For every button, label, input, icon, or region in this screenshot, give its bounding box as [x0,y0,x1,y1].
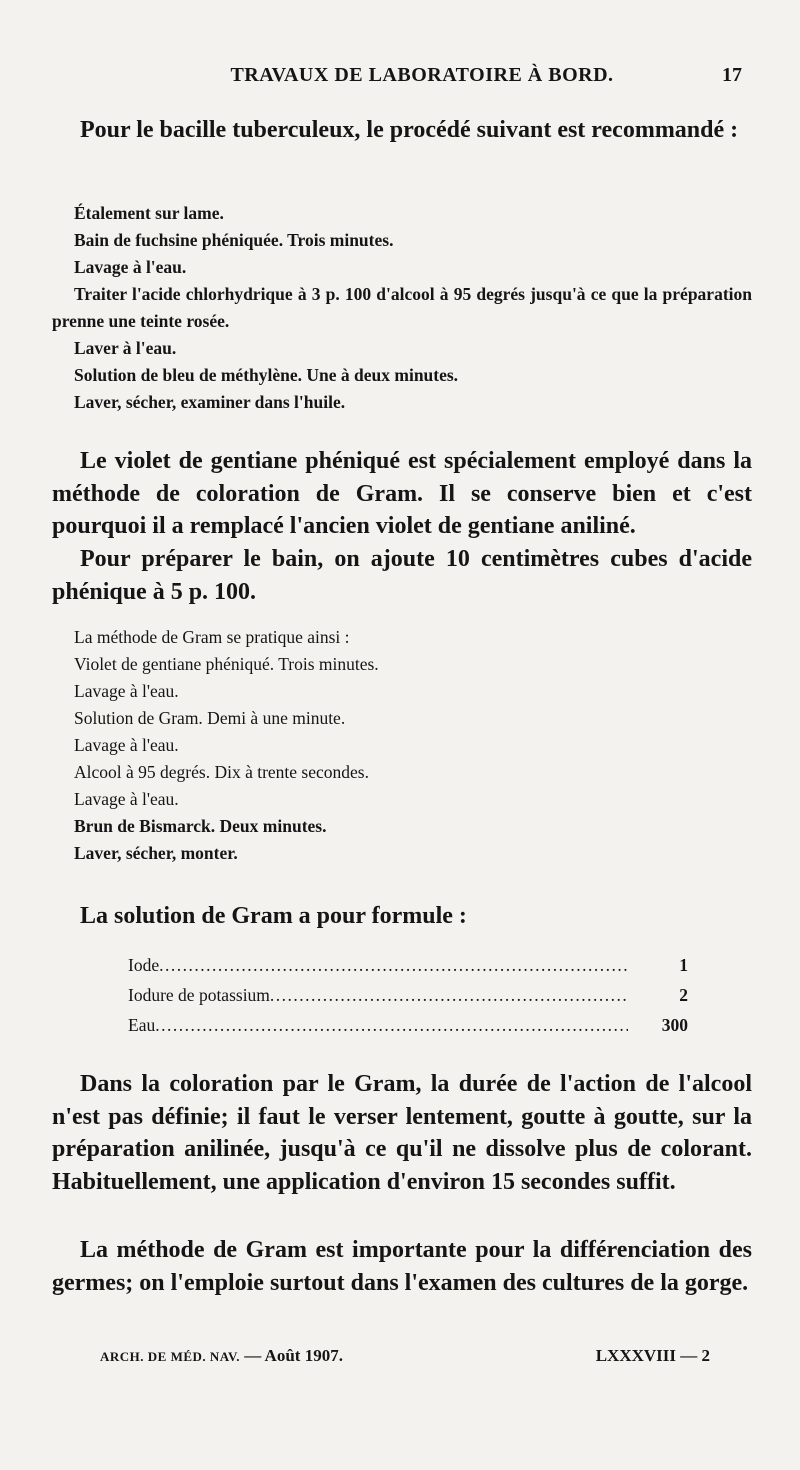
formula-ingredient: Iode [128,955,160,975]
formula-quantity: 1 [679,955,688,975]
gram-step: Brun de Bismarck. Deux minutes. [74,816,327,836]
leader-dots [155,1010,628,1040]
running-title: TRAVAUX DE LABORATOIRE À BORD. [230,64,614,86]
page-footer [100,1346,710,1370]
formula-table [128,950,688,1040]
tb-step: Bain de fuchsine phéniquée. Trois minutes. [74,230,394,250]
formula-intro: La solution de Gram a pour formule : [80,903,467,929]
leader-dots [270,980,628,1010]
gram-step: Lavage à l'eau. [74,681,179,701]
tb-procedure-list [52,200,752,416]
formula-row [128,980,688,1010]
bain-paragraph: Pour préparer le bain, on ajoute 10 centimètres cubes d'acide phénique à 5 p. 100. [52,546,752,605]
tb-step: Lavage à l'eau. [74,257,187,277]
formula-ingredient: Iodure de potassium [128,985,270,1005]
tb-step: Laver à l'eau. [74,338,177,358]
gram-step: Solution de Gram. Demi à une minute. [74,708,346,728]
violet-paragraph: Le violet de gentiane phéniqué est spécialement employé dans la méthode de coloration de Gram. Il se conserve bien et c'est pourquoi il a remplacé l'ancien violet de gentiane aniliné. [52,448,752,539]
formula-row [128,1010,688,1040]
leader-dots [159,950,628,980]
gram-step: Alcool à 95 degrés. Dix à trente secondes. [74,762,369,782]
tb-step: Traiter l'acide chlorhydrique à 3 p. 100 d'alcool à 95 degrés jusqu'à ce que la préparation prenne une teinte rosée. [52,284,752,331]
gram-step: Laver, sécher, monter. [74,843,238,863]
formula-quantity: 300 [661,1015,688,1035]
tb-step: Solution de bleu de méthylène. Une à deux minutes. [74,365,459,385]
journal-abbrev: ARCH. DE MÉD. NAV. [100,1349,240,1364]
signature-mark: LXXXVIII — 2 [595,1346,710,1365]
tb-step: Laver, sécher, examiner dans l'huile. [74,392,346,412]
coloration-paragraph: Dans la coloration par le Gram, la durée de l'action de l'alcool n'est pas définie; il faut le verser lentement, goutte à goutte, sur la préparation anilinée, jusqu'à ce qu'il ne dissolve plus de colorant. Habituellement, une application d'environ 15 secondes suffit. [52,1071,752,1195]
running-header [52,64,742,94]
page-number: 17 [722,64,742,86]
formula-row [128,950,688,980]
gram-step: La méthode de Gram se pratique ainsi : [74,627,350,647]
issue-date: — Août 1907. [244,1346,343,1365]
gram-step: Lavage à l'eau. [74,735,179,755]
intro-paragraph: Pour le bacille tuberculeux, le procédé suivant est recommandé : [80,117,739,143]
footer-citation [100,1346,343,1366]
methode-paragraph: La méthode de Gram est importante pour la différenciation des germes; on l'emploie surtout dans l'examen des cultures de la gorge. [52,1237,752,1296]
gram-step: Violet de gentiane phéniqué. Trois minutes. [74,654,379,674]
formula-ingredient: Eau [128,1015,156,1035]
gram-procedure-list [52,624,752,867]
gram-step: Lavage à l'eau. [74,789,179,809]
formula-quantity: 2 [679,985,688,1005]
tb-step: Étalement sur lame. [74,203,224,223]
